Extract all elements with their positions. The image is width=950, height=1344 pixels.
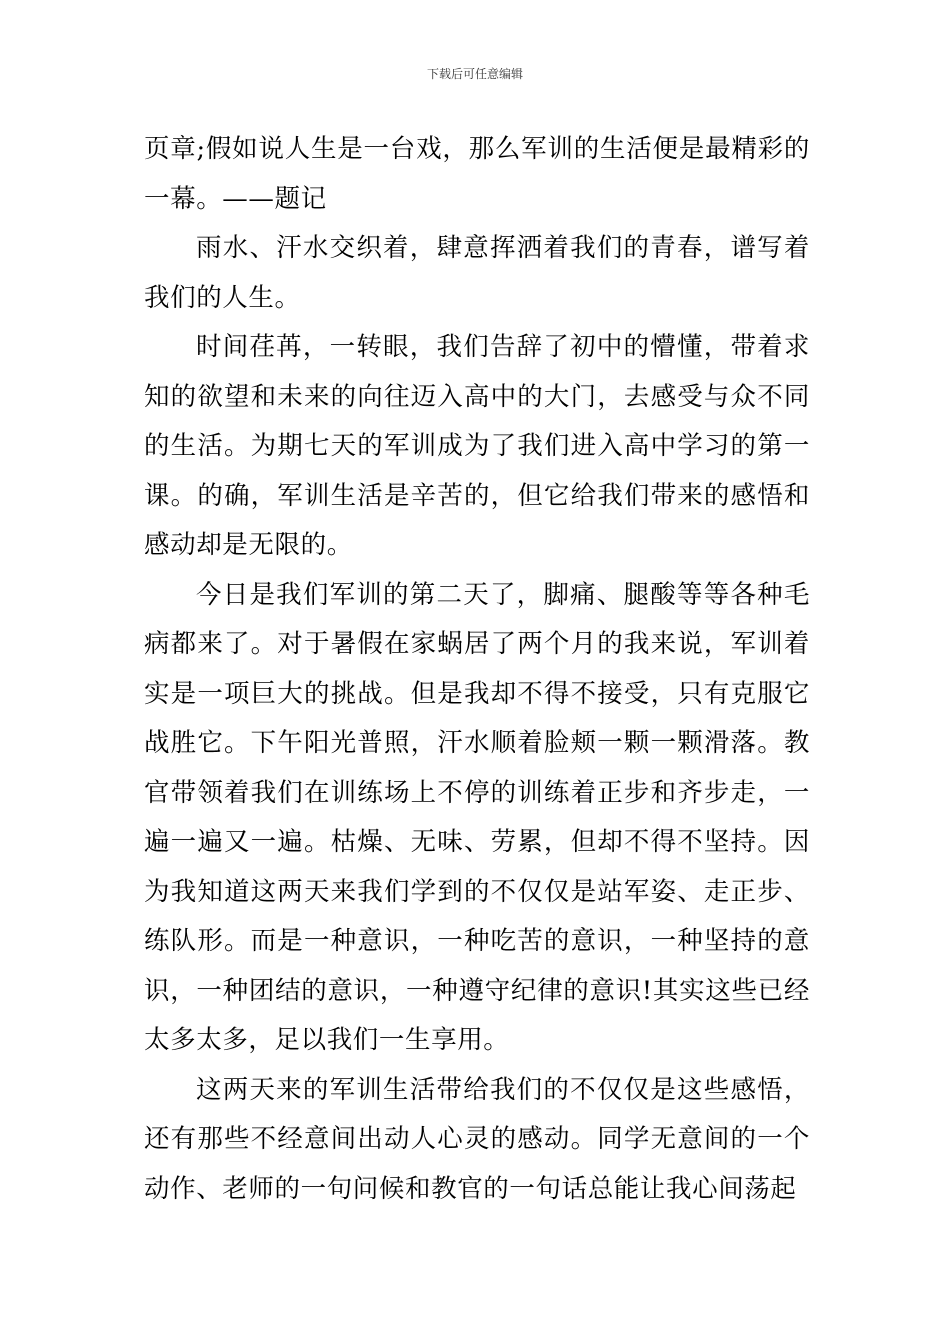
paragraph-5: 这两天来的军训生活带给我们的不仅仅是这些感悟，还有那些不经意间出动人心灵的感动。同学无意间的一个动作、老师的一句问候和教官的一句话总能让我心间荡起 [144, 1074, 810, 1204]
paragraph-1: 页章;假如说人生是一台戏，那么军训的生活便是最精彩的一幕。——题记 [144, 134, 810, 214]
document-body [144, 125, 810, 1214]
paragraph-2: 雨水、汗水交织着，肆意挥洒着我们的青春，谱写着我们的人生。 [144, 233, 810, 313]
page-header: 下载后可任意编辑 [426, 67, 523, 81]
paragraph-4: 今日是我们军训的第二天了，脚痛、腿酸等等各种毛病都来了。对于暑假在家蜗居了两个月的我来说，军训着实是一项巨大的挑战。但是我却不得不接受，只有克服它战胜它。下午阳光普照，汗水顺着脸颊一颗一颗滑落。教官带领着我们在训练场上不停的训练着正步和齐步走，一遍一遍又一遍。枯燥、无味、劳累，但却不得不坚持。因为我知道这两天来我们学到的不仅仅是站军姿、走正步、练队形。而是一种意识，一种吃苦的意识，一种坚持的意识，一种团结的意识，一种遵守纪律的意识!其实这些已经太多太多，足以我们一生享用。 [144, 579, 810, 1055]
paragraph-3: 时间荏苒，一转眼，我们告辞了初中的懵懂，带着求知的欲望和未来的向往迈入高中的大门，去感受与众不同的生活。为期七天的军训成为了我们进入高中学习的第一课。的确，军训生活是辛苦的，但它给我们带来的感悟和感动却是无限的。 [144, 332, 810, 560]
